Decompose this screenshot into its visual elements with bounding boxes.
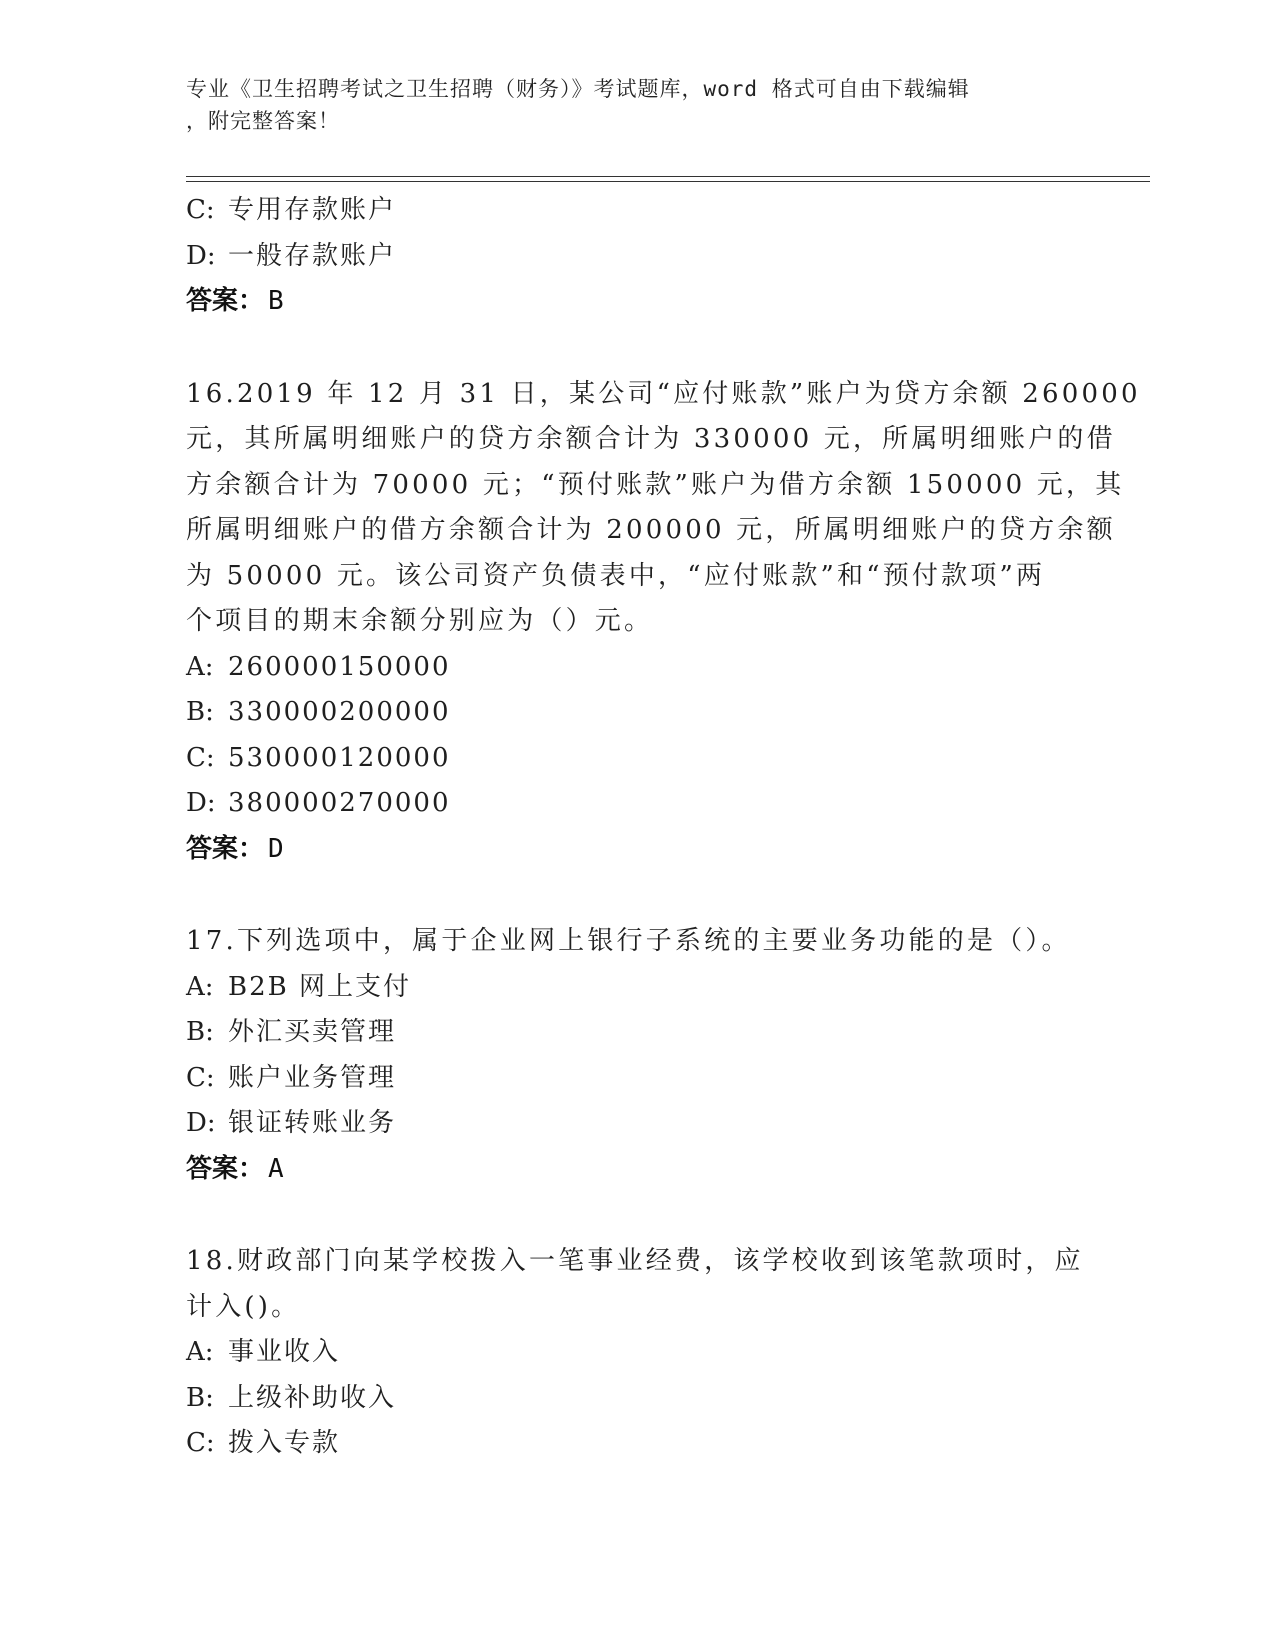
stem-line: 16.2019 年 12 月 31 日，某公司“应付账款”账户为贷方余额 260000 <box>186 378 1141 409</box>
question-stem <box>186 1239 1086 1330</box>
option-c <box>186 1056 1086 1102</box>
option-text: B2B 网上支付 <box>228 971 412 1002</box>
option-text: 上级补助收入 <box>228 1382 397 1413</box>
option-d <box>186 234 1086 280</box>
option-b <box>186 1010 1086 1056</box>
question-18 <box>186 1239 1086 1467</box>
stem-line: 所属明细账户的借方余额合计为 200000 元，所属明细账户的贷方余额 <box>186 515 1116 545</box>
answer-line <box>186 827 1086 873</box>
option-text: 专用存款账户 <box>228 195 397 225</box>
option-label: D: <box>186 240 216 271</box>
option-label: C: <box>186 1062 215 1093</box>
stem-line: 个项目的期末余额分别应为（）元。 <box>186 606 654 636</box>
question-stem <box>186 919 1086 965</box>
answer-value: B <box>268 286 284 316</box>
answer-line <box>186 279 1086 325</box>
header-divider-top <box>186 176 1150 177</box>
question-15-tail <box>186 188 1086 325</box>
stem-line: 计入()。 <box>186 1291 301 1322</box>
answer-label: 答案： <box>186 1153 265 1184</box>
option-b <box>186 1376 1086 1422</box>
answer-value: A <box>268 1153 284 1184</box>
stem-line: 元，其所属明细账户的贷方余额合计为 330000 元，所属明细账户的借 <box>186 424 1116 454</box>
option-text: 一般存款账户 <box>228 240 397 271</box>
option-text: 外汇买卖管理 <box>228 1017 397 1047</box>
header-line-2: ，附完整答案！ <box>186 109 340 133</box>
question-16 <box>186 372 1141 873</box>
option-label: A: <box>186 971 214 1002</box>
answer-line <box>186 1147 1086 1193</box>
answer-label: 答案： <box>186 833 265 864</box>
option-a <box>186 1330 1086 1376</box>
header-divider-bottom <box>186 181 1150 182</box>
stem-line: 方余额合计为 70000 元；“预付账款”账户为借方余额 150000 元，其 <box>186 469 1125 500</box>
option-d <box>186 1101 1086 1147</box>
option-text: 260000150000 <box>228 651 451 682</box>
option-text: 账户业务管理 <box>228 1062 397 1093</box>
option-label: C: <box>186 1428 215 1458</box>
question-list <box>186 188 1141 1467</box>
option-a <box>186 965 1086 1011</box>
option-label: D: <box>186 1108 216 1138</box>
option-b <box>186 690 1086 736</box>
option-text: 银证转账业务 <box>228 1108 397 1138</box>
option-c <box>186 1421 1086 1467</box>
answer-label: 答案： <box>186 286 265 316</box>
option-c <box>186 188 1086 234</box>
option-text: 330000200000 <box>228 697 451 727</box>
option-d <box>186 781 1086 827</box>
question-stem <box>186 372 1141 645</box>
option-label: A: <box>186 651 214 682</box>
option-text: 530000120000 <box>228 742 451 773</box>
option-text: 380000270000 <box>228 788 451 818</box>
question-17 <box>186 919 1086 1192</box>
option-label: C: <box>186 742 215 773</box>
stem-line: 为 50000 元。该公司资产负债表中，“应付账款”和“预付款项”两 <box>186 560 1046 591</box>
option-label: B: <box>186 697 214 727</box>
document-header <box>186 73 1066 137</box>
option-label: B: <box>186 1017 214 1047</box>
option-label: B: <box>186 1382 214 1413</box>
option-c <box>186 736 1086 782</box>
answer-value: D <box>268 833 284 864</box>
option-a <box>186 645 1086 691</box>
stem-line: 18.财政部门向某学校拨入一笔事业经费，该学校收到该笔款项时，应 <box>186 1246 1084 1276</box>
option-text: 事业收入 <box>228 1337 341 1367</box>
option-label: C: <box>186 195 215 225</box>
option-text: 拨入专款 <box>228 1428 341 1458</box>
stem-line: 17.下列选项中，属于企业网上银行子系统的主要业务功能的是（）。 <box>186 926 1071 956</box>
option-label: D: <box>186 788 216 818</box>
header-line-1: 专业《卫生招聘考试之卫生招聘（财务）》考试题库，word 格式可自由下载编辑 <box>186 77 970 101</box>
option-label: A: <box>186 1337 214 1367</box>
